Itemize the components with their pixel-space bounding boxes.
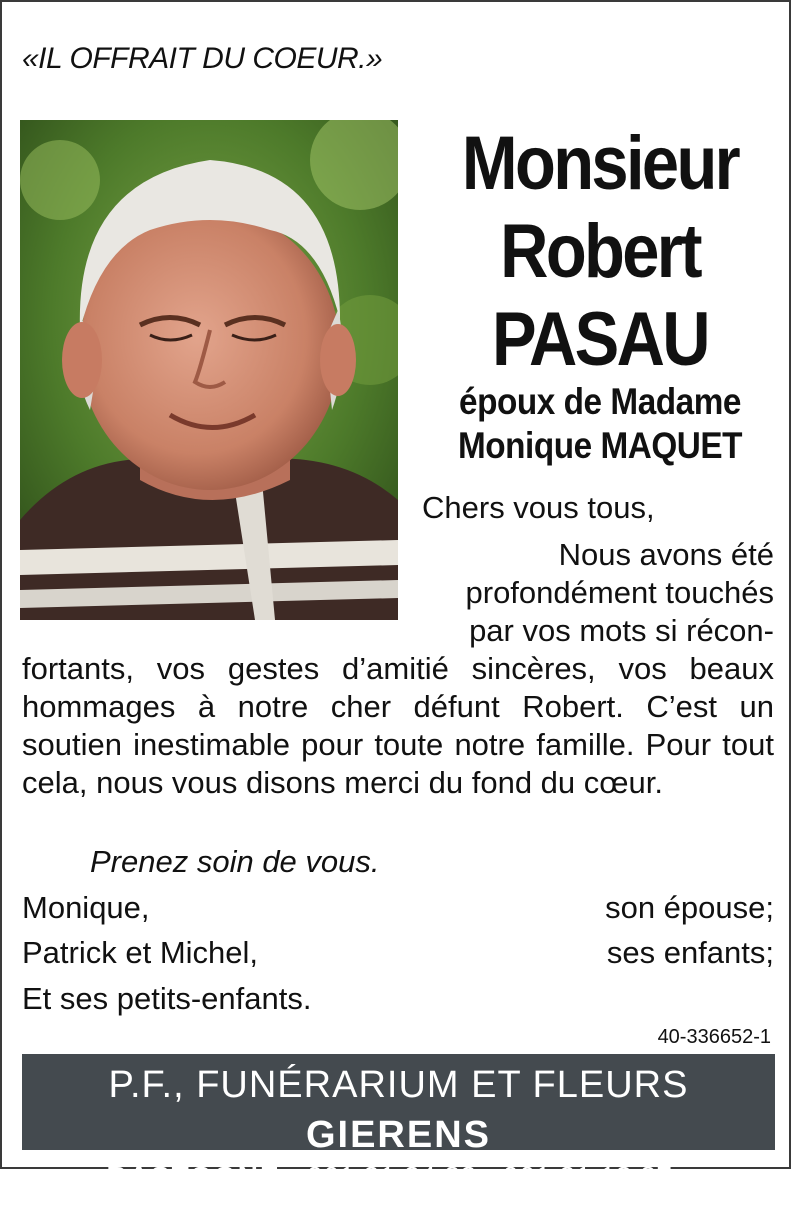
signature-row xyxy=(22,935,774,971)
footer-line-1 xyxy=(22,1054,775,1160)
name-title: Monsieur xyxy=(461,121,739,206)
letter-closing: Prenez soin de vous. xyxy=(90,844,380,879)
spouse-line-2: Monique MAQUET xyxy=(457,425,743,466)
spouse-line-1: époux de Madame xyxy=(459,381,741,422)
footer-contact: - 061 21 24 82 - 061 21 13 87 - WWW.GIERENS.BE xyxy=(266,1161,691,1226)
portrait-photo xyxy=(20,120,398,620)
footer-prefix: P.F., FUNÉRARIUM ET FLEURS xyxy=(108,1064,689,1106)
signature-row xyxy=(22,890,774,926)
signature-role: son épouse; xyxy=(605,890,774,925)
footer-city: BASTOGNE xyxy=(106,1161,281,1192)
quote-text: «IL OFFRAIT DU COEUR.» xyxy=(22,42,383,75)
signature-name: Monique, xyxy=(22,890,150,925)
name-first: Robert xyxy=(500,209,700,294)
name-last: PASAU xyxy=(492,297,708,382)
reference-number: 40-336652-1 xyxy=(657,1026,771,1048)
deceased-name xyxy=(410,120,790,384)
letter-line-2: profondément touchés xyxy=(465,575,774,610)
letter-line-3: par vos mots si récon- xyxy=(469,613,774,648)
signature-row xyxy=(22,981,774,1017)
signature-role: ses enfants; xyxy=(606,935,774,970)
signature-name: Patrick et Michel, xyxy=(22,935,259,970)
letter-greeting: Chers vous tous, xyxy=(422,490,655,525)
footer-brand: GIERENS xyxy=(305,1114,492,1156)
signature-name: Et ses petits-enfants. xyxy=(22,981,312,1016)
funeral-home-banner xyxy=(22,1054,775,1226)
letter-body: fortants, vos gestes d’amitié sincères, vos beaux hommages à notre cher défunt Robert. C’est un soutien inestimable pour toute notre famille. Pour tout cela, nous vous disons merci du fond du cœur. xyxy=(22,651,774,800)
letter-line-1: Nous avons été xyxy=(558,537,774,572)
spouse-info xyxy=(429,380,771,468)
footer-line-2 xyxy=(22,1160,775,1228)
